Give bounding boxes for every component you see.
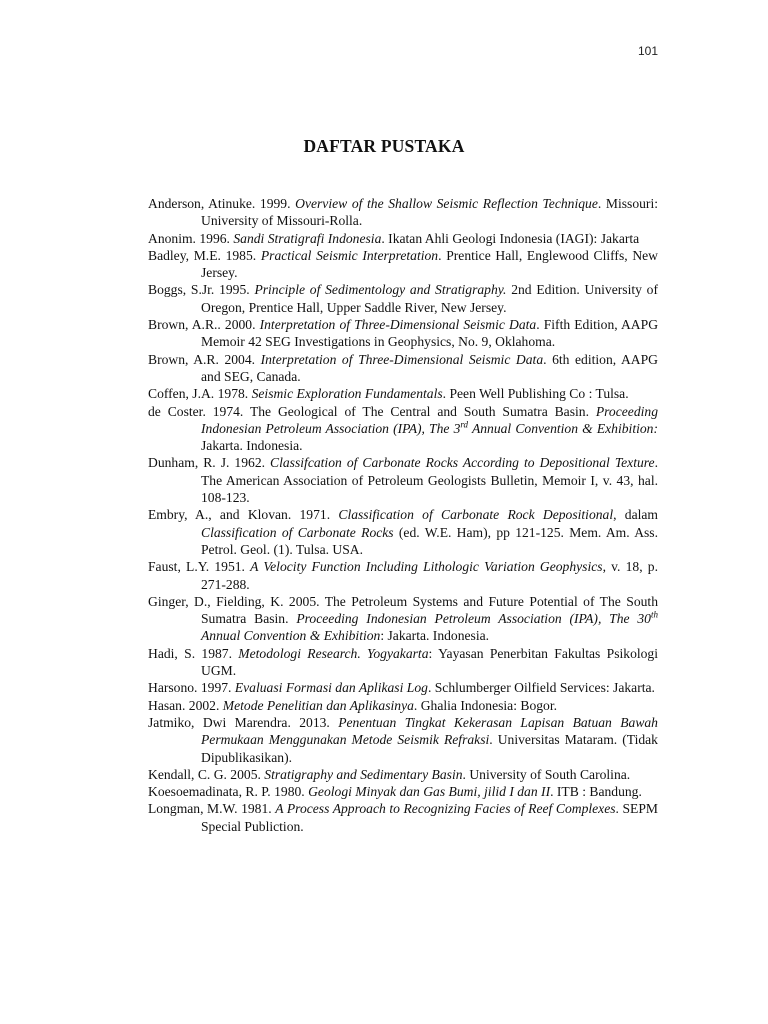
reference-text: . Missouri: University of Missouri-Rolla. <box>201 196 659 229</box>
reference-italic-text: Annual Convention & Exhibition: <box>468 420 658 436</box>
reference-entry <box>148 195 658 230</box>
reference-text: Koesoemadinata, R. P. 1980. <box>148 784 309 800</box>
reference-entry <box>148 714 658 766</box>
reference-entry <box>148 316 658 351</box>
reference-text: 2nd Edition. University of Oregon, Prentice Hall, Upper Saddle River, New Jersey. <box>201 282 659 315</box>
page-title: DAFTAR PUSTAKA <box>303 136 465 156</box>
reference-italic-text: Practical Seismic Interpretation <box>260 247 439 263</box>
reference-text: Harsono. 1997. <box>148 680 235 696</box>
reference-text: Kendall, C. G. 2005. <box>148 766 265 782</box>
reference-text: Coffen, J.A. 1978. <box>148 386 252 402</box>
reference-italic-text: rd <box>460 419 469 430</box>
reference-text: Ginger, D., Fielding, K. 2005. The Petroleum Systems and Future Potential of The South Sumatra Basin. <box>148 593 658 627</box>
reference-text: Badley, M.E. 1985. <box>148 247 261 263</box>
reference-text: , v. 18, p. 271-288. <box>201 559 658 592</box>
reference-text: : Yayasan Penerbitan Fakultas Psikologi UGM. <box>201 645 659 679</box>
reference-italic-text: Overview of the Shallow Seismic Reflection Technique <box>295 196 598 211</box>
reference-italic-text: Evaluasi Formasi dan Aplikasi Log <box>234 680 428 696</box>
reference-entry <box>148 558 658 593</box>
reference-entry <box>148 351 658 386</box>
reference-text: Embry, A., and Klovan. 1971. <box>148 507 339 523</box>
reference-text: Anonim. 1996. <box>148 230 234 246</box>
reference-text: (ed. W.E. Ham), pp 121-125. Mem. Am. Ass. Petrol. Geol. (1). Tulsa. USA. <box>201 524 658 557</box>
reference-italic-text: Principle of Sedimentology and Stratigraphy. <box>254 282 507 298</box>
reference-text: Anderson, Atinuke. 1999. <box>148 196 296 211</box>
reference-text: . Ghalia Indonesia: Bogor. <box>413 697 558 713</box>
reference-italic-text: Sandi Stratigrafi Indonesia <box>233 230 382 246</box>
reference-entry <box>148 385 658 402</box>
reference-text: Jatmiko, Dwi Marendra. 2013. <box>148 714 339 730</box>
reference-entry <box>148 800 658 835</box>
reference-text: Hadi, S. 1987. <box>148 645 239 661</box>
reference-entry <box>148 766 658 783</box>
reference-entry <box>148 247 658 282</box>
reference-text: . Prentice Hall, Englewood Cliffs, New Jersey. <box>201 247 658 281</box>
reference-text: Dunham, R. J. 1962. <box>148 455 271 471</box>
reference-text: . University of South Carolina. <box>462 766 631 782</box>
reference-italic-text: Penentuan Tingkat Kekerasan Lapisan Batuan Bawah Permukaan Menggunakan Metode Seismik Refraksi <box>201 714 658 748</box>
reference-text: . The American Association of Petroleum Geologists Bulletin, Memoir I, v. 43, hal. 108-123. <box>201 455 658 506</box>
reference-italic-text: Stratigraphy and Sedimentary Basin <box>264 766 463 782</box>
reference-text: . Universitas Mataram. (Tidak Dipublikasikan). <box>201 732 658 765</box>
reference-entry <box>148 230 658 247</box>
reference-italic-text: Interpretation of Three-Dimensional Seismic Data <box>260 351 544 367</box>
reference-italic-text: Classification of Carbonate Rock Depositional <box>338 507 614 523</box>
reference-text: . 6th edition, AAPG and SEG, Canada. <box>201 351 658 384</box>
reference-text: . Schlumberger Oilfield Services: Jakarta. <box>427 680 655 696</box>
reference-text: . Peen Well Publishing Co : Tulsa. <box>442 386 629 402</box>
reference-text: , dalam <box>613 507 659 523</box>
reference-text: Boggs, S.Jr. 1995. <box>148 282 255 298</box>
reference-italic-text: Metode Penelitian dan Aplikasinya <box>222 697 414 713</box>
reference-entry <box>148 697 658 714</box>
reference-italic-text: A Velocity Function Including Lithologic Variation Geophysics <box>250 559 603 575</box>
reference-text: : Jakarta. Indonesia. <box>380 628 490 644</box>
reference-text: . SEPM Special Publiction. <box>201 801 658 834</box>
reference-italic-text: Interpretation of Three-Dimensional Seismic Data <box>259 317 537 333</box>
reference-italic-text: Proceeding Indonesian Petroleum Association (IPA), The 3 <box>201 403 658 436</box>
page-number: 101 <box>637 44 658 58</box>
reference-italic-text: Metodologi Research. Yogyakarta <box>238 645 429 661</box>
reference-italic-text: Classification of Carbonate Rocks <box>201 524 394 540</box>
reference-text: . Fifth Edition, AAPG Memoir 42 SEG Investigations in Geophysics, No. 9, Oklahoma. <box>201 317 659 350</box>
reference-italic-text: Annual Convention & Exhibition <box>201 628 381 644</box>
reference-text: . Ikatan Ahli Geologi Indonesia (IAGI): Jakarta <box>381 230 640 246</box>
reference-italic-text: th <box>650 609 658 620</box>
reference-entry <box>148 783 658 800</box>
reference-entry <box>148 506 658 558</box>
reference-text: Brown, A.R. 2004. <box>148 351 261 367</box>
reference-italic-text: Classifcation of Carbonate Rocks According to Depositional Texture <box>270 455 655 471</box>
reference-text: Brown, A.R.. 2000. <box>148 317 260 333</box>
reference-entry <box>148 281 658 316</box>
reference-text: de Coster. 1974. The Geological of The Central and South Sumatra Basin. <box>148 403 596 419</box>
reference-entry <box>148 593 658 645</box>
reference-entry <box>148 403 658 455</box>
reference-italic-text: Geologi Minyak dan Gas Bumi, jilid I dan II <box>308 784 551 800</box>
reference-italic-text: Seismic Exploration Fundamentals <box>251 386 443 402</box>
reference-text: Hasan. 2002. <box>148 697 223 713</box>
reference-list <box>148 195 658 835</box>
reference-italic-text: Proceeding Indonesian Petroleum Association (IPA), The 30 <box>296 611 651 627</box>
reference-entry <box>148 645 658 680</box>
reference-text: Jakarta. Indonesia. <box>201 438 303 454</box>
reference-text: Faust, L.Y. 1951. <box>148 559 251 575</box>
reference-italic-text: A Process Approach to Recognizing Facies of Reef Complexes <box>275 801 616 817</box>
reference-entry <box>148 679 658 696</box>
reference-entry <box>148 454 658 506</box>
reference-text: . ITB : Bandung. <box>550 784 642 800</box>
reference-text: Longman, M.W. 1981. <box>148 801 276 817</box>
